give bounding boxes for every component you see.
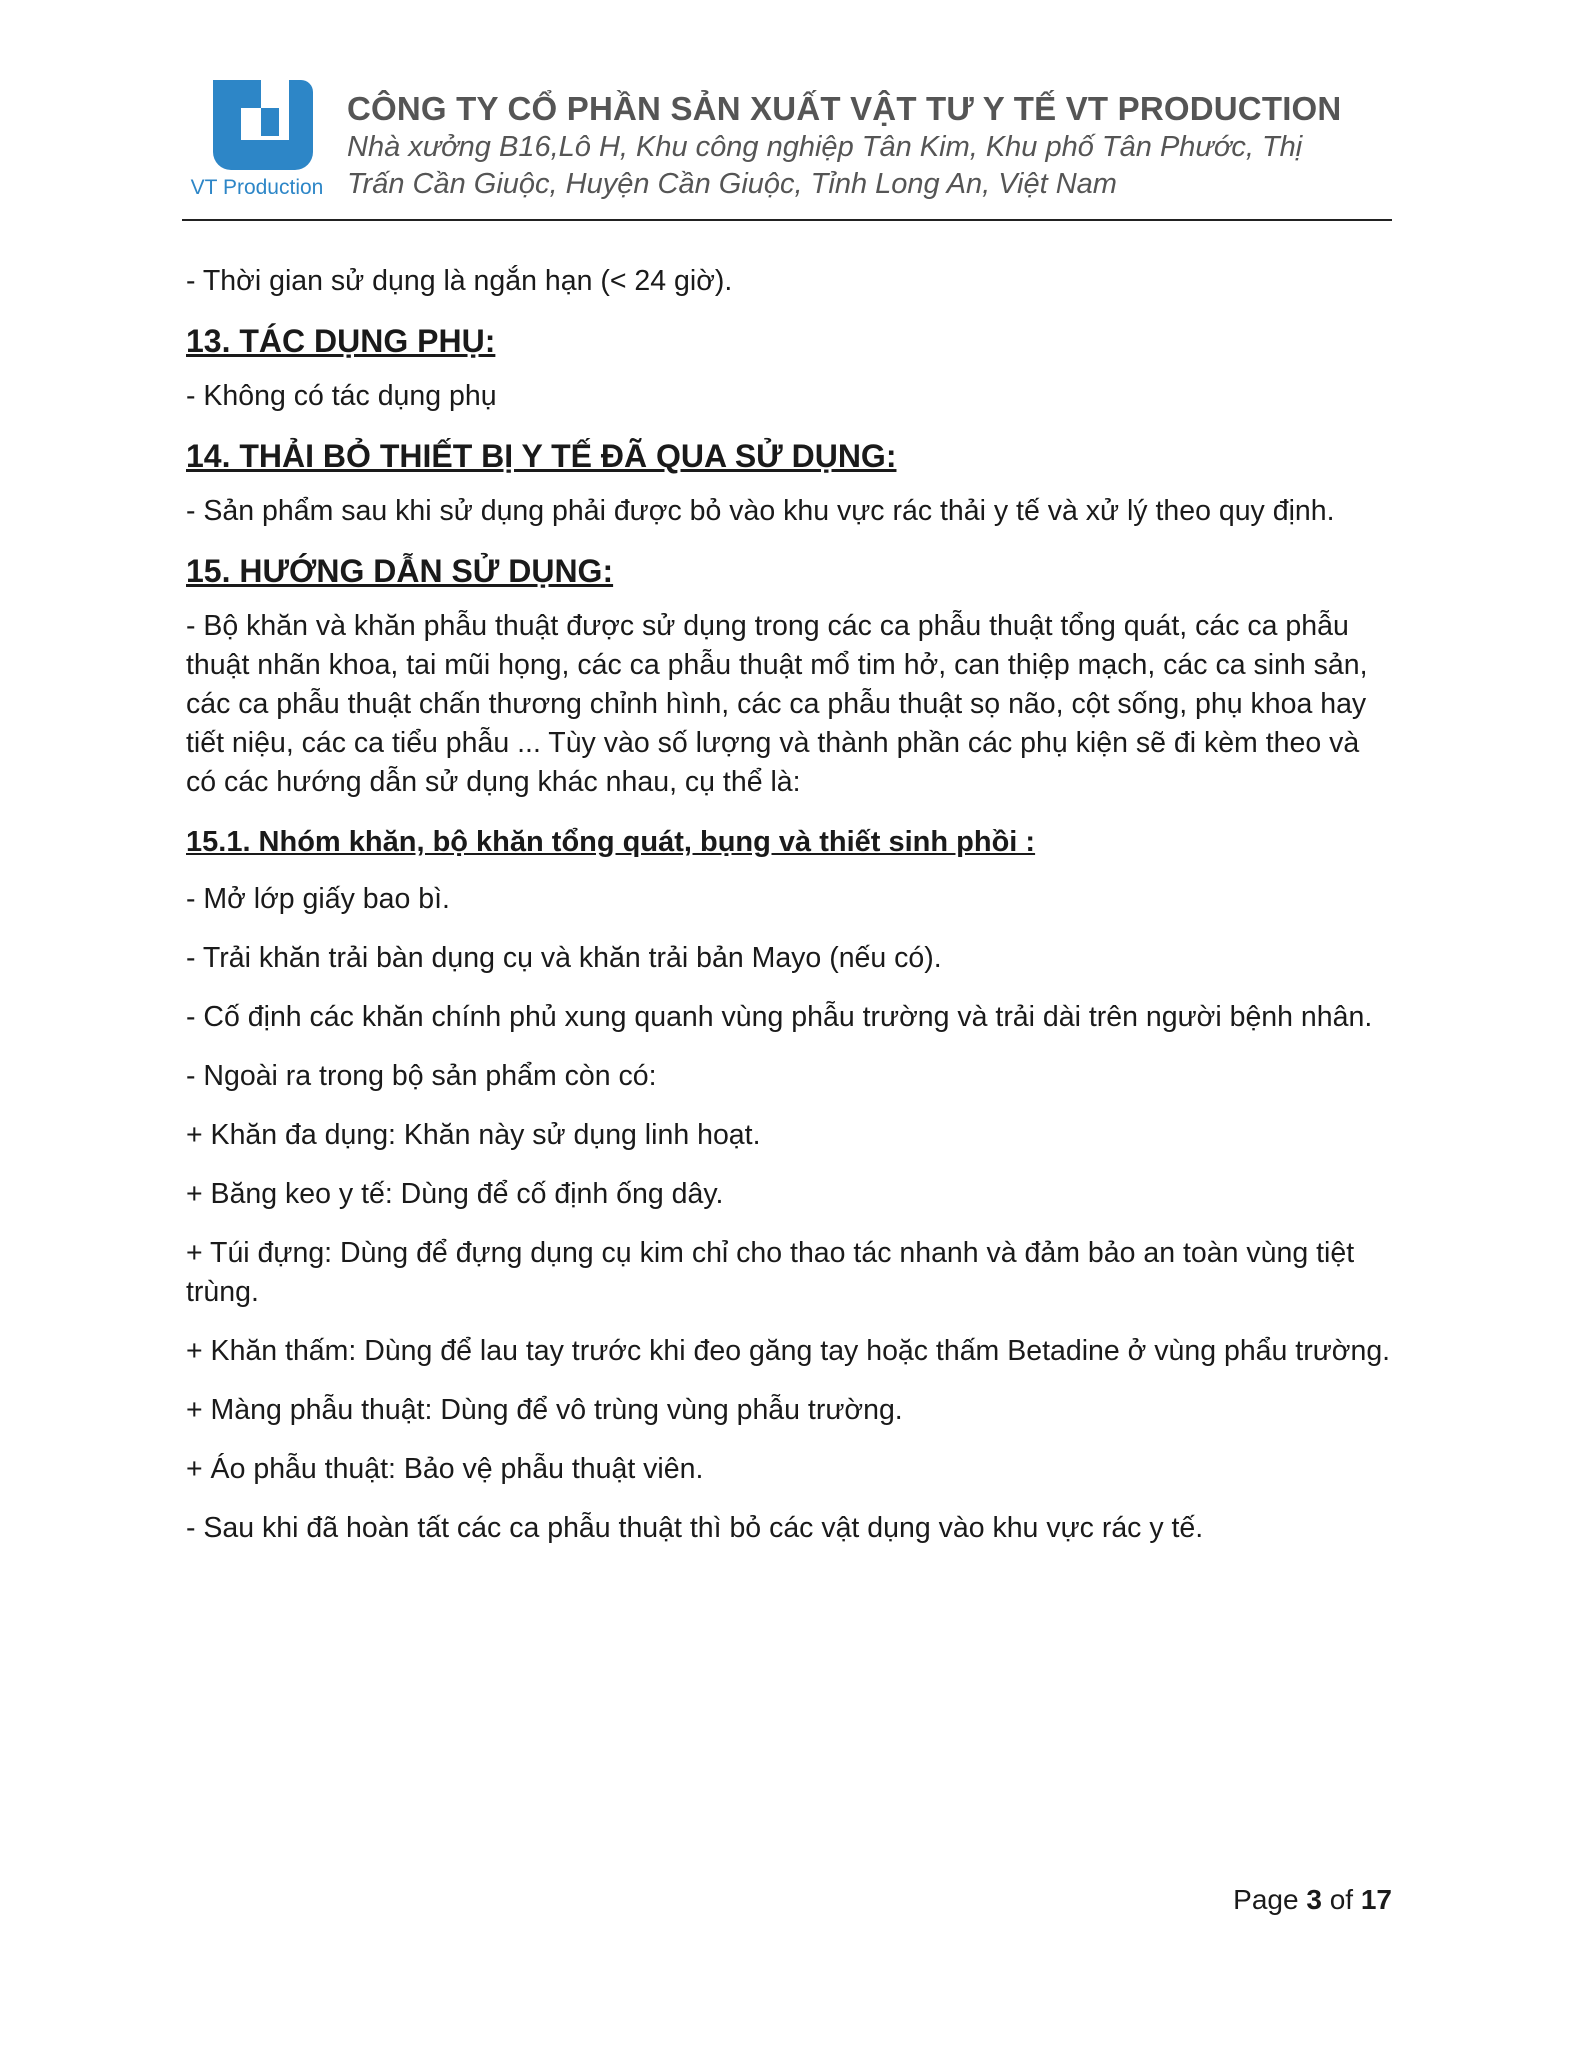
logo-mark-icon [182,76,332,176]
page-word: Page [1233,1884,1299,1915]
document-header [182,76,1392,208]
header-divider [182,219,1392,221]
vt-production-logo [182,76,332,206]
list-item: + Áo phẫu thuật: Bảo vệ phẫu thuật viên. [186,1453,704,1485]
list-item: + Túi đựng: Dùng để đựng dụng cụ kim chỉ cho thao tác nhanh và đảm bảo an toàn vùng tiệt trùng. [186,1237,1355,1308]
company-address-line-1: Nhà xưởng B16,Lô H, Khu công nghiệp Tân Kim, Khu phố Tân Phước, Thị [347,131,1303,163]
list-item: - Cố định các khăn chính phủ xung quanh vùng phẫu trường và trải dài trên người bệnh nhân. [186,1001,1373,1033]
section-13-text: - Không có tác dụng phụ [186,380,497,412]
usage-time-text: - Thời gian sử dụng là ngắn hạn (< 24 giờ). [186,265,733,297]
section-15-heading: 15. HƯỚNG DẪN SỬ DỤNG: [186,553,614,589]
of-word: of [1329,1884,1354,1915]
company-name: CÔNG TY CỔ PHẦN SẢN XUẤT VẬT TƯ Y TẾ VT PRODUCTION [347,90,1342,127]
section-15-1-heading: 15.1. Nhóm khăn, bộ khăn tổng quát, bụng và thiết sinh phồi : [186,826,1036,858]
list-item: + Băng keo y tế: Dùng để cố định ống dây. [186,1178,724,1210]
list-item: + Khăn thấm: Dùng để lau tay trước khi đeo găng tay hoặc thấm Betadine ở vùng phẩu trường. [186,1335,1391,1367]
document-body [186,262,1392,1568]
list-item: - Trải khăn trải bàn dụng cụ và khăn trải bản Mayo (nếu có). [186,942,942,974]
page-total: 17 [1360,1884,1392,1915]
section-14-heading: 14. THẢI BỎ THIẾT BỊ Y TẾ ĐÃ QUA SỬ DỤNG: [186,438,897,474]
list-item: - Ngoài ra trong bộ sản phẩm còn có: [186,1060,657,1092]
list-item: + Khăn đa dụng: Khăn này sử dụng linh hoạt. [186,1119,761,1151]
company-address-line-2: Trấn Cần Giuộc, Huyện Cần Giuộc, Tỉnh Long An, Việt Nam [347,168,1117,200]
list-item: - Sau khi đã hoàn tất các ca phẫu thuật thì bỏ các vật dụng vào khu vực rác y tế. [186,1512,1204,1544]
section-13-heading: 13. TÁC DỤNG PHỤ: [186,323,496,359]
company-block [347,90,1341,202]
section-14-text: - Sản phẩm sau khi sử dụng phải được bỏ vào khu vực rác thải y tế và xử lý theo quy định. [186,495,1335,527]
page-current: 3 [1306,1884,1322,1915]
logo-text: VT Production [190,176,324,199]
list-item: - Mở lớp giấy bao bì. [186,883,450,915]
page-number [1233,1884,1392,1916]
list-item: + Màng phẫu thuật: Dùng để vô trùng vùng phẫu trường. [186,1394,903,1426]
section-15-text: - Bộ khăn và khăn phẫu thuật được sử dụng trong các ca phẫu thuật tổng quát, các ca phẫu thuật nhãn khoa, tai mũi họng, các ca phẫu thuật mổ tim hở, can thiệp mạch, các ca sinh sản, các ca phẫu thuật chấn thương chỉnh hình, các ca phẫu thuật sọ não, cột sống, phụ khoa hay tiết niệu, các ca tiểu phẫu ... Tùy vào số lượng và thành phần các phụ kiện sẽ đi kèm theo và có các hướng dẫn sử dụng khác nhau, cụ thể là: [186,610,1368,798]
